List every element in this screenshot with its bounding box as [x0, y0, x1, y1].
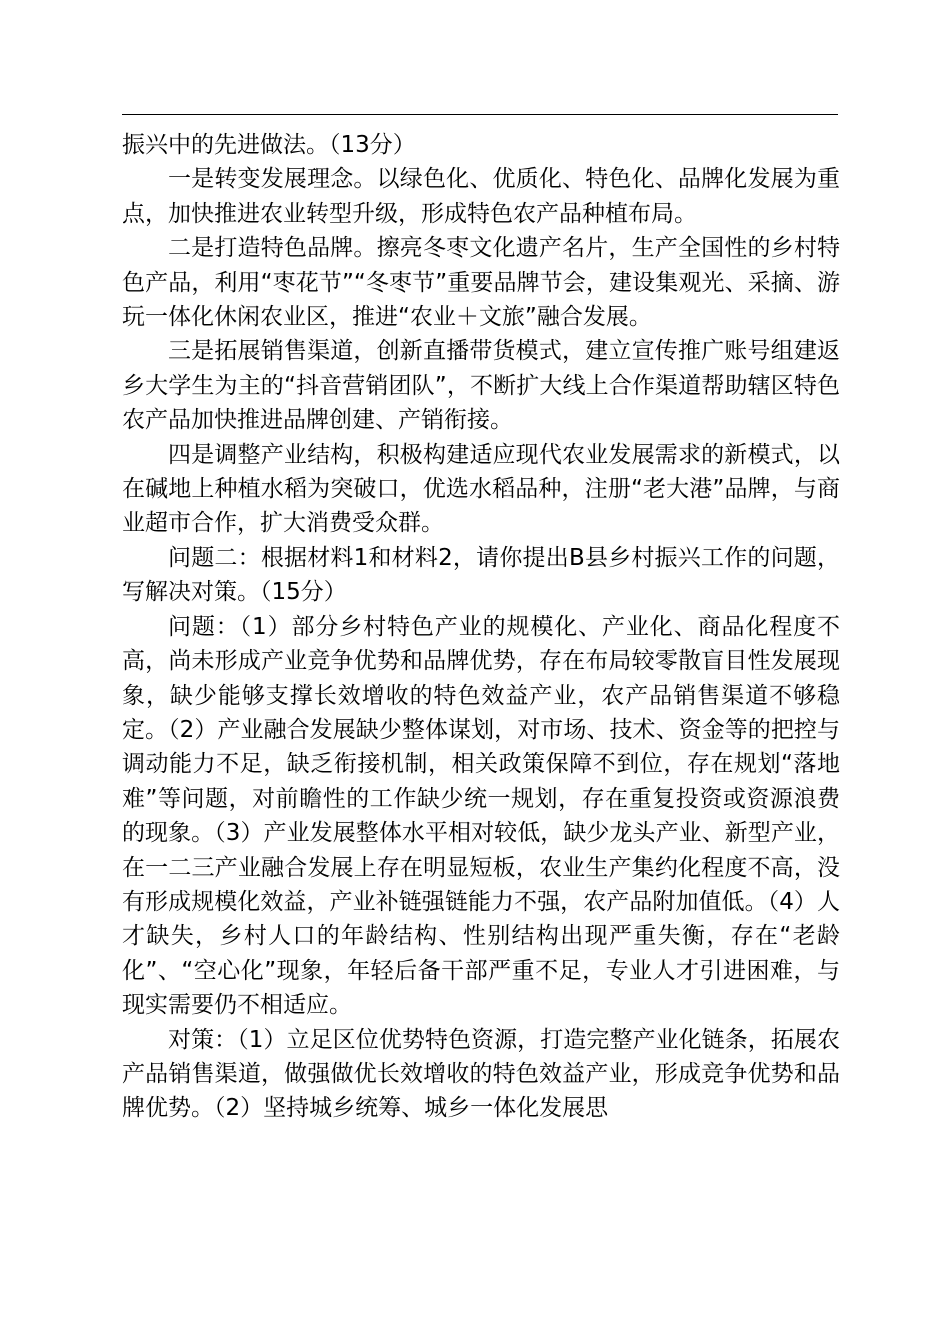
paragraph-point-two: 二是打造特色品牌。擦亮冬枣文化遗产名片，生产全国性的乡村特色产品，利用“枣花节”“冬枣节”重要品牌节会，建设集观光、采摘、游玩一体化休闲农业区，推进“农业＋文旅”融合发展。: [122, 235, 840, 331]
paragraph-point-four: 四是调整产业结构，积极构建适应现代农业发展需求的新模式，以在碱地上种植水稻为突破口，优选水稻品种，注册“老大港”品牌，与商业超市合作，扩大消费受众群。: [122, 441, 840, 537]
paragraph-countermeasures: 对策：（1）立足区位优势特色资源，打造完整产业化链条，拓展农产品销售渠道，做强做优长效增收的特色效益产业，形成竞争优势和品牌优势。（2）坚持城乡统筹、城乡一体化发展思: [122, 1026, 840, 1122]
paragraph-continuation: 振兴中的先进做法。（13分）: [122, 132, 416, 158]
question-two-heading: 问题二：根据材料1和材料2，请你提出B县乡村振兴工作的问题，写解决对策。（15分）: [122, 544, 840, 606]
paragraph-point-one: 一是转变发展理念。以绿色化、优质化、特色化、品牌化发展为重点，加快推进农业转型升级，形成特色农产品种植布局。: [122, 166, 840, 227]
paragraph-problems: 问题：（1）部分乡村特色产业的规模化、产业化、商品化程度不高，尚未形成产业竞争优势和品牌优势，存在布局较零散盲目性发展现象，缺少能够支撑长效增收的特色效益产业，农产品销售渠道不够稳定。（2）产业融合发展缺少整体谋划，对市场、技术、资金等的把控与调动能力不足，缺乏衔接机制，相关政策保障不到位，存在规划“落地难”等问题，对前瞻性的工作缺少统一规划，存在重复投资或资源浪费的现象。（3）产业发展整体水平相对较低，缺少龙头产业、新型产业，在一二三产业融合发展上存在明显短板，农业生产集约化程度不高，没有形成规模化效益，产业补链强链能力不强，农产品附加值低。（4）人才缺失，乡村人口的年龄结构、性别结构出现严重失衡，存在“老龄化”、“空心化”现象，年轻后备干部严重不足，专业人才引进困难，与现实需要仍不相适应。: [122, 613, 840, 1019]
header-rule: [122, 114, 838, 115]
paragraph-point-three: 三是拓展销售渠道，创新直播带货模式，建立宣传推广账号组建返乡大学生为主的“抖音营销团队”，不断扩大线上合作渠道帮助辖区特色农产品加快推进品牌创建、产销衔接。: [122, 338, 840, 434]
document-body: [122, 128, 840, 1126]
